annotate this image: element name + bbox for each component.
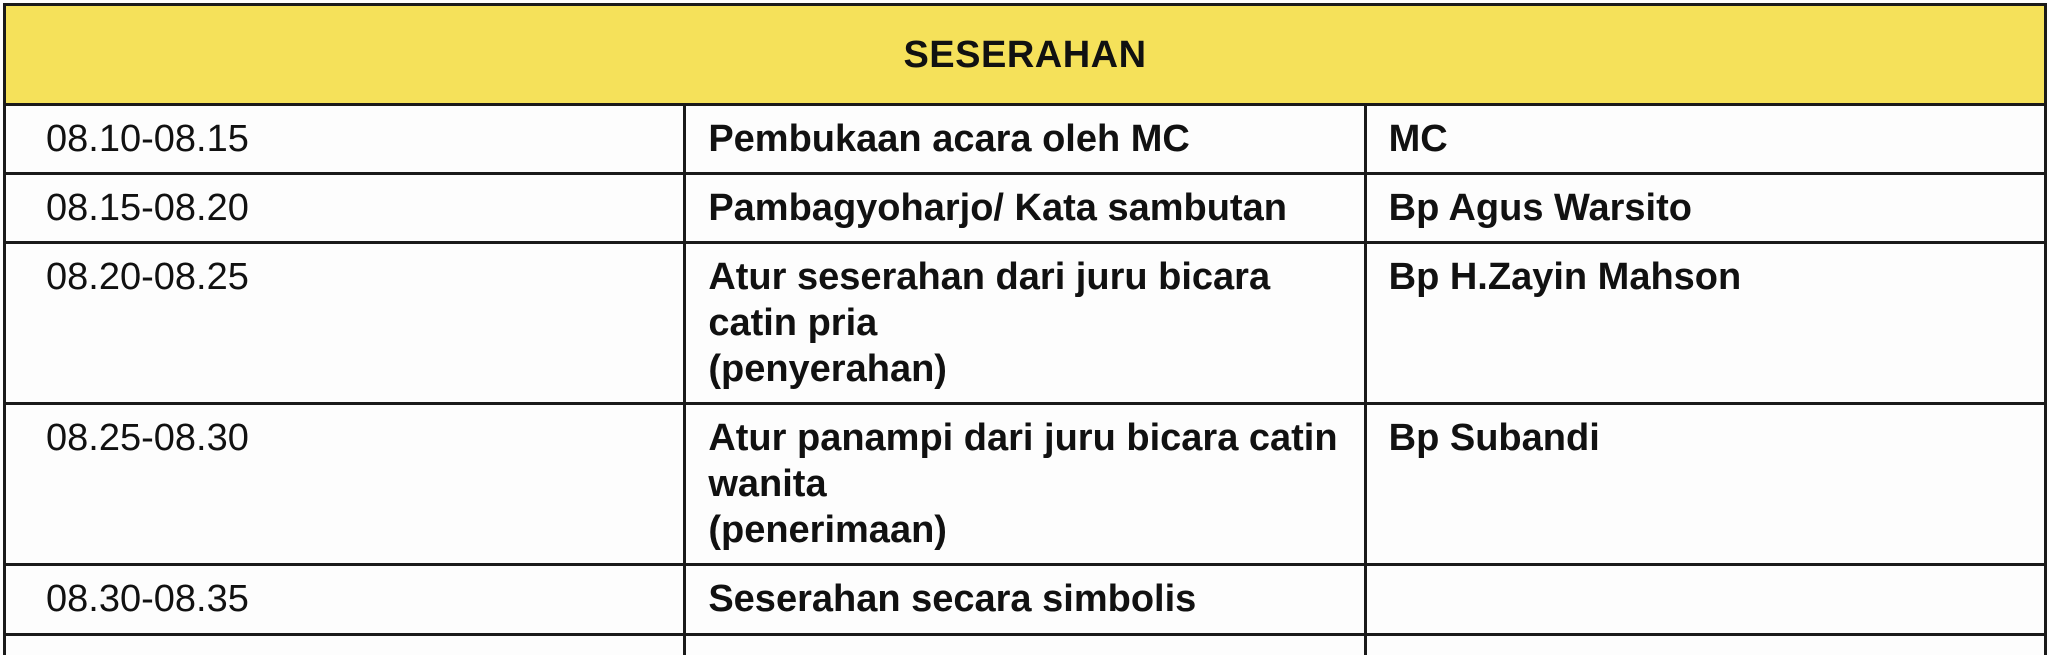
time-cell: 08.10-08.15	[5, 105, 685, 174]
section-title: SESERAHAN	[5, 5, 2046, 105]
activity-cell	[685, 565, 1365, 635]
activity-text-line2: (penyerahan)	[708, 348, 947, 390]
activity-cell-empty	[685, 635, 1365, 655]
header-row	[5, 5, 2046, 105]
time-cell: 08.25-08.30	[5, 404, 685, 565]
person-cell: Bp Agus Warsito	[1365, 174, 2045, 243]
time-cell: 08.20-08.25	[5, 243, 685, 404]
activity-cell	[685, 404, 1365, 565]
activity-cell	[685, 105, 1365, 174]
table-row	[5, 174, 2046, 243]
activity-text: Pembukaan acara oleh MC	[708, 118, 1190, 160]
activity-text-line2: (penerimaan)	[708, 509, 947, 551]
table-row	[5, 404, 2046, 565]
activity-cell	[685, 174, 1365, 243]
activity-text: Pambagyoharjo/ Kata sambutan	[708, 187, 1287, 229]
person-cell: Bp H.Zayin Mahson	[1365, 243, 2045, 404]
time-cell-empty	[5, 635, 685, 655]
activity-text: Atur seserahan dari juru bicara catin pria	[708, 256, 1271, 344]
activity-text: Atur panampi dari juru bicara catin wanita	[708, 417, 1338, 505]
activity-cell	[685, 243, 1365, 404]
event-schedule-table	[3, 3, 2047, 655]
time-cell: 08.30-08.35	[5, 565, 685, 635]
person-cell-empty	[1365, 635, 2045, 655]
table-row	[5, 565, 2046, 635]
table-row	[5, 105, 2046, 174]
person-cell: Bp Subandi	[1365, 404, 2045, 565]
table-row-partial	[5, 635, 2046, 655]
person-cell: MC	[1365, 105, 2045, 174]
time-cell: 08.15-08.20	[5, 174, 685, 243]
person-cell	[1365, 565, 2045, 635]
activity-text: Seserahan secara simbolis	[708, 578, 1197, 620]
table-row	[5, 243, 2046, 404]
